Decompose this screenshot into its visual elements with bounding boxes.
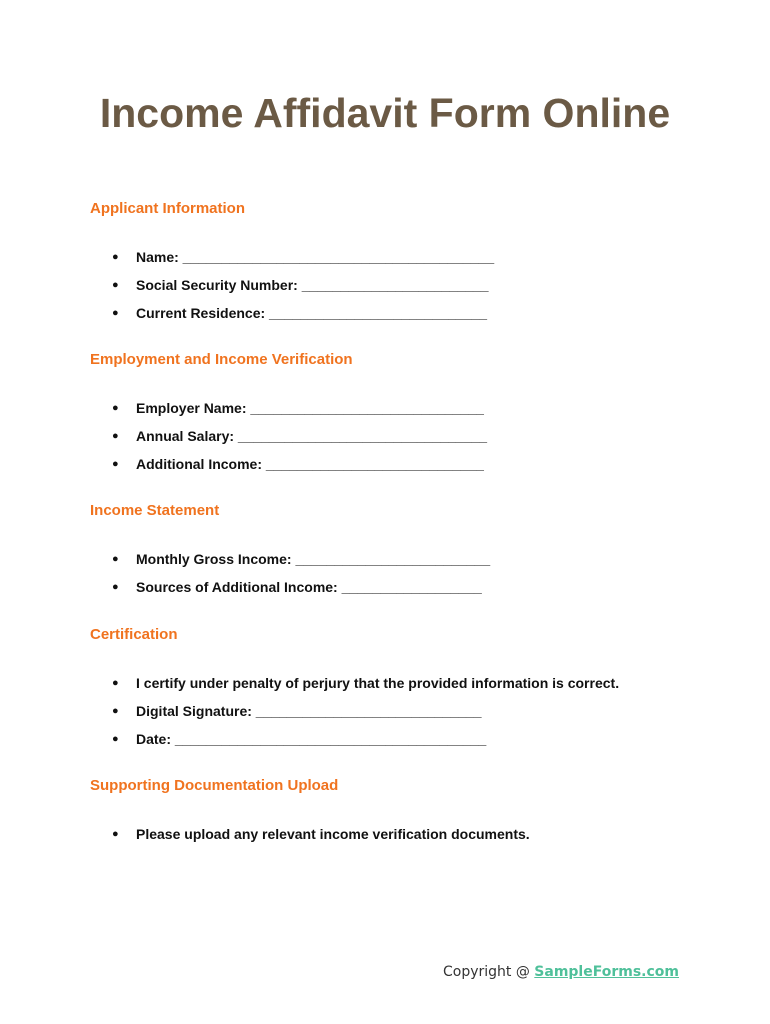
bullet-icon: ● — [112, 705, 119, 717]
list-item — [112, 573, 490, 601]
list-item — [112, 299, 494, 327]
bullet-icon: ● — [112, 307, 119, 319]
list-item — [112, 820, 530, 848]
list-item — [112, 271, 494, 299]
list-item — [112, 394, 487, 422]
field-residence-line: Current Residence: ____________________________ — [136, 305, 488, 321]
bullet-icon: ● — [112, 279, 119, 291]
certification-statement: I certify under penalty of perjury that the provided information is correct. — [136, 675, 620, 691]
upload-instruction: Please upload any relevant income verification documents. — [136, 826, 530, 842]
list-item — [112, 243, 494, 271]
bullet-icon: ● — [112, 402, 119, 414]
bullet-icon: ● — [112, 828, 119, 840]
field-name-line: Name: ________________________________________ — [136, 249, 495, 265]
field-sources-line: Sources of Additional Income: __________________ — [136, 579, 482, 595]
section-heading-supporting-documentation: Supporting Documentation Upload — [90, 777, 339, 794]
section-heading-income-statement: Income Statement — [90, 502, 220, 519]
applicant-information-list — [112, 243, 494, 327]
bullet-icon: ● — [112, 677, 119, 689]
field-employer-line: Employer Name: ______________________________ — [136, 400, 484, 416]
bullet-icon: ● — [112, 581, 119, 593]
list-item — [112, 697, 619, 725]
field-additional-income-line: Additional Income: ____________________________ — [136, 456, 484, 472]
bullet-icon: ● — [112, 251, 119, 263]
section-heading-certification: Certification — [90, 626, 178, 643]
section-heading-applicant-information: Applicant Information — [90, 200, 245, 217]
bullet-icon: ● — [112, 553, 119, 565]
field-ssn-line: Social Security Number: ________________________ — [136, 277, 489, 293]
footer-copyright — [443, 964, 679, 980]
certification-list — [112, 669, 619, 753]
income-statement-list — [112, 545, 490, 601]
list-item — [112, 422, 487, 450]
supporting-documentation-list — [112, 820, 530, 848]
section-heading-employment-income: Employment and Income Verification — [90, 351, 353, 368]
field-monthly-gross-line: Monthly Gross Income: _________________________ — [136, 551, 491, 567]
sampleforms-link[interactable]: SampleForms.com — [534, 964, 679, 980]
employment-income-list — [112, 394, 487, 478]
list-item — [112, 669, 619, 697]
field-signature-line: Digital Signature: _____________________________ — [136, 703, 482, 719]
list-item — [112, 450, 487, 478]
bullet-icon: ● — [112, 430, 119, 442]
bullet-icon: ● — [112, 733, 119, 745]
copyright-text: Copyright @ — [442, 964, 535, 980]
bullet-icon: ● — [112, 458, 119, 470]
list-item — [112, 725, 619, 753]
list-item — [112, 545, 490, 573]
field-salary-line: Annual Salary: ________________________________ — [136, 428, 488, 444]
page-title: Income Affidavit Form Online — [99, 90, 671, 136]
field-date-line: Date: ________________________________________ — [136, 731, 487, 747]
